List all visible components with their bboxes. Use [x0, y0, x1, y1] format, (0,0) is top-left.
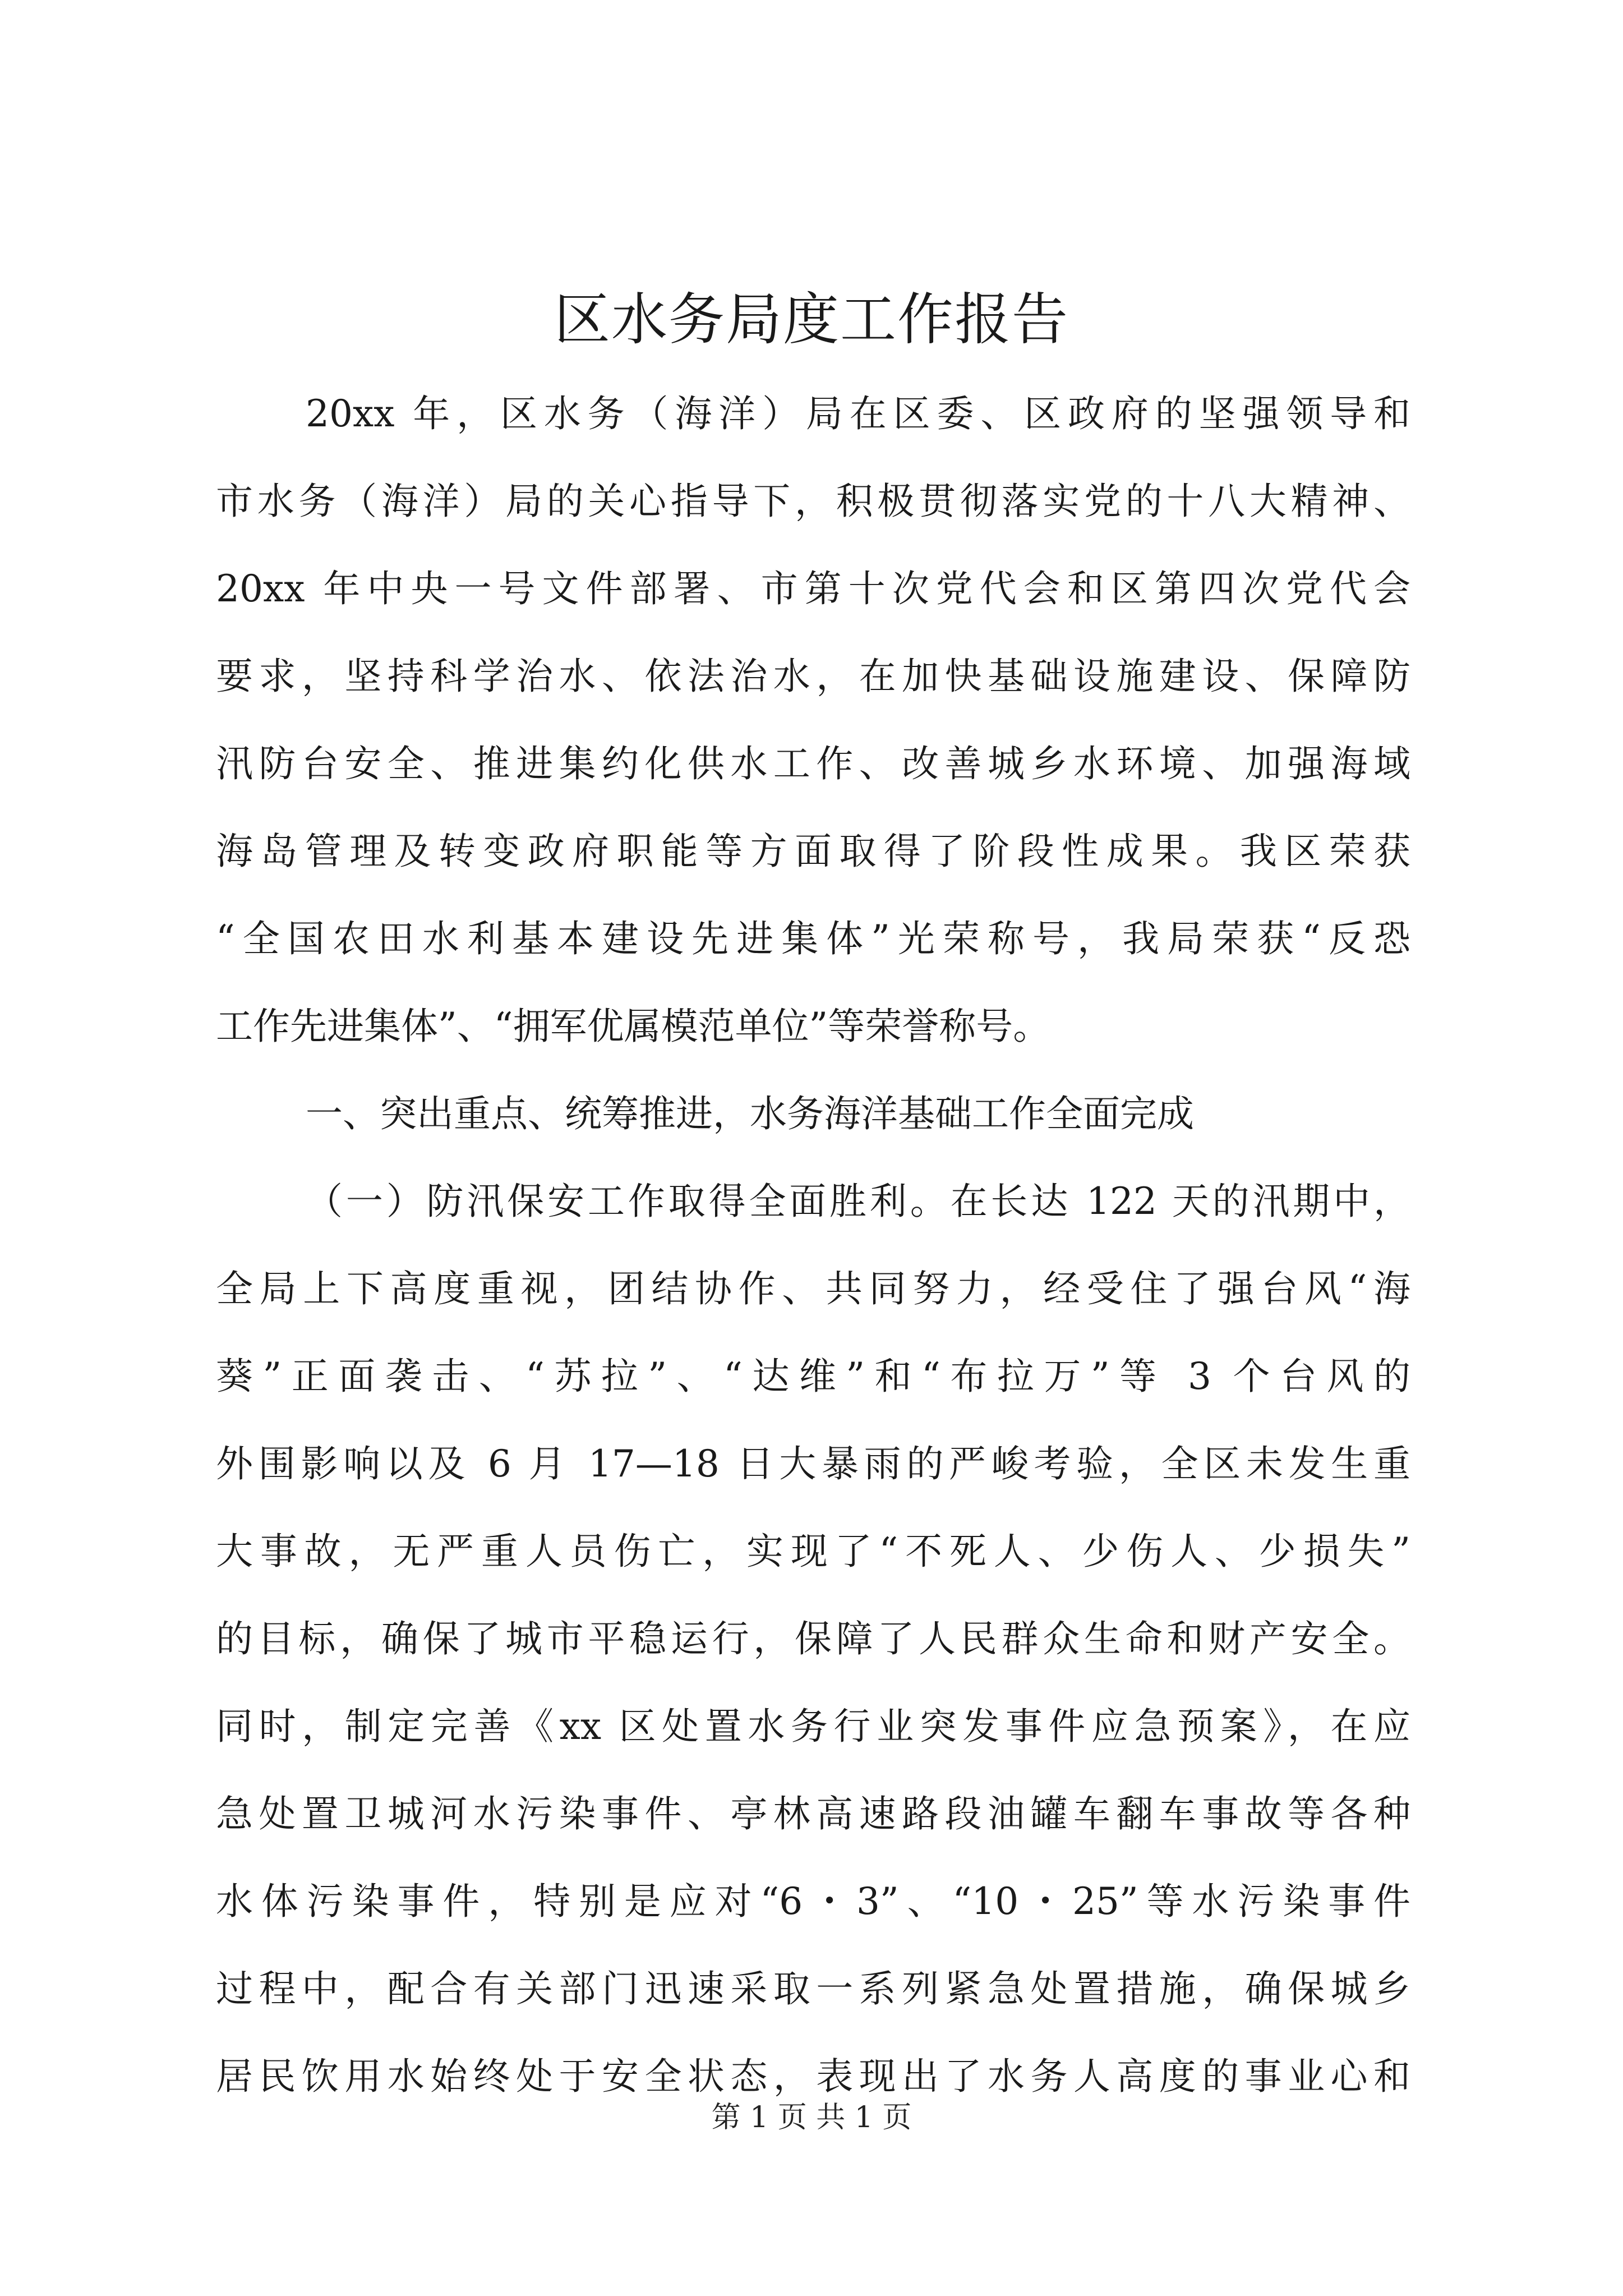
paragraph-line: 葵”正面袭击、“苏拉”、“达维”和“布拉万”等 3 个台风的: [216, 1355, 1410, 1398]
paragraph-line: 工作先进集体”、“拥军优属模范单位”等荣誉称号。: [216, 1005, 1050, 1048]
paragraph-line: “全国农田水利基本建设先进集体”光荣称号，我局荣获“反恐: [216, 917, 1410, 960]
page-number-footer: 第 1 页 共 1 页: [711, 2101, 912, 2134]
paragraph-line: 市水务（海洋）局的关心指导下，积极贯彻落实党的十八大精神、: [216, 480, 1410, 523]
paragraph-line: （一）防汛保安工作取得全面胜利。在长达 122 天的汛期中，: [306, 1180, 1410, 1223]
paragraph-line: 的目标，确保了城市平稳运行，保障了人民群众生命和财产安全。: [216, 1617, 1410, 1660]
document-title: 区水务局度工作报告: [554, 287, 1069, 352]
paragraph-line: 水体污染事件，特别是应对“6・3”、“10・25”等水污染事件: [216, 1880, 1410, 1923]
document-body: [216, 370, 1410, 2120]
paragraph-line: 同时，制定完善《xx 区处置水务行业突发事件应急预案》，在应: [216, 1705, 1410, 1748]
paragraph-line: 要求，坚持科学治水、依法治水，在加快基础设施建设、保障防: [216, 655, 1410, 698]
paragraph-line: 急处置卫城河水污染事件、亭林高速路段油罐车翻车事故等各种: [216, 1792, 1410, 1835]
paragraph-line: 外围影响以及 6 月 17—18 日大暴雨的严峻考验，全区未发生重: [216, 1442, 1410, 1485]
paragraph-line: 20xx 年，区水务（海洋）局在区委、区政府的坚强领导和: [306, 392, 1410, 435]
section-heading: 一、突出重点、统筹推进，水务海洋基础工作全面完成: [306, 1092, 1194, 1135]
paragraph-line: 全局上下高度重视，团结协作、共同努力，经受住了强台风“海: [216, 1267, 1410, 1310]
paragraph-line: 过程中，配合有关部门迅速采取一系列紧急处置措施，确保城乡: [216, 1967, 1410, 2010]
paragraph-line: 汛防台安全、推进集约化供水工作、改善城乡水环境、加强海域: [216, 742, 1410, 785]
paragraph-line: 大事故，无严重人员伤亡，实现了“不死人、少伤人、少损失”: [216, 1530, 1410, 1573]
paragraph-line: 20xx 年中央一号文件部署、市第十次党代会和区第四次党代会: [216, 567, 1410, 610]
paragraph-line: 海岛管理及转变政府职能等方面取得了阶段性成果。我区荣获: [216, 830, 1410, 873]
paragraph-line: 居民饮用水始终处于安全状态，表现出了水务人高度的事业心和: [216, 2055, 1410, 2098]
